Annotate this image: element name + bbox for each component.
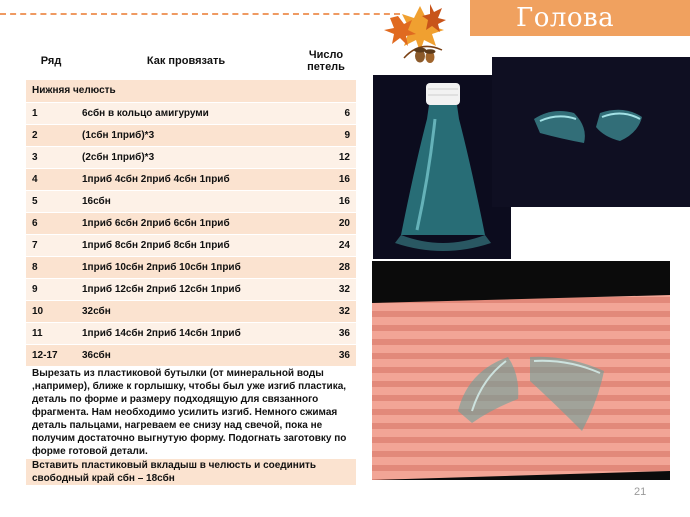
table-row — [26, 278, 356, 300]
table-row — [26, 168, 356, 190]
row-stitch-count: 6 — [296, 102, 356, 124]
final-row — [26, 458, 356, 485]
row-number: 1 — [26, 102, 76, 124]
top-dashed-line — [0, 13, 400, 15]
table-row — [26, 256, 356, 278]
table-row — [26, 234, 356, 256]
table-header-row — [26, 42, 356, 80]
table-row — [26, 344, 356, 366]
row-stitch-count: 28 — [296, 256, 356, 278]
row-stitch-count: 12 — [296, 146, 356, 168]
plastic-bottle-photo — [373, 75, 511, 259]
row-number: 8 — [26, 256, 76, 278]
row-instruction: 6сбн в кольцо амигуруми — [76, 102, 296, 124]
row-number: 6 — [26, 212, 76, 234]
row-stitch-count: 20 — [296, 212, 356, 234]
row-number: 4 — [26, 168, 76, 190]
curved-plastic-inserts-photo — [372, 261, 670, 480]
cutting-instructions: Вырезать из пластиковой бутылки (от минеральной воды ,например), ближе к горлышку, чтобы был уже изгиб пластика, деталь по форме и размеру подходящую для связанного фрагмента. Нам необходимо усилить изгиб. Немного сжимая деталь пальцами, нагреваем ее снизу над свечой, пока не получим достаточно выгнутую форму. Подогнать заготовку по форме готовой детали. — [26, 366, 356, 458]
row-number: 5 — [26, 190, 76, 212]
row-number: 7 — [26, 234, 76, 256]
table-row — [26, 102, 356, 124]
row-instruction: 1приб 4сбн 2приб 4сбн 1приб — [76, 168, 296, 190]
row-stitch-count: 32 — [296, 278, 356, 300]
row-stitch-count: 32 — [296, 300, 356, 322]
row-number: 2 — [26, 124, 76, 146]
header-how-label: Как провязать — [146, 55, 226, 67]
row-stitch-count: 16 — [296, 168, 356, 190]
row-stitch-count: 16 — [296, 190, 356, 212]
note-row — [26, 366, 356, 458]
row-instruction: 16сбн — [76, 190, 296, 212]
section-row — [26, 80, 356, 102]
row-number: 9 — [26, 278, 76, 300]
row-instruction: 1приб 10сбн 2приб 10сбн 1приб — [76, 256, 296, 278]
row-number: 11 — [26, 322, 76, 344]
table-row — [26, 146, 356, 168]
row-instruction: 1приб 6сбн 2приб 6сбн 1приб — [76, 212, 296, 234]
row-instruction: 36сбн — [76, 344, 296, 366]
section-label: Нижняя челюсть — [32, 85, 116, 97]
row-instruction: 1приб 8сбн 2приб 8сбн 1приб — [76, 234, 296, 256]
autumn-leaves-acorn-icon — [380, 0, 460, 66]
table-row — [26, 124, 356, 146]
table-row — [26, 322, 356, 344]
row-number: 3 — [26, 146, 76, 168]
row-stitch-count: 36 — [296, 322, 356, 344]
row-stitch-count: 36 — [296, 344, 356, 366]
page-number: 21 — [634, 486, 647, 498]
slide-title: Голова — [516, 3, 615, 33]
row-stitch-count: 9 — [296, 124, 356, 146]
cut-plastic-pieces-photo — [492, 57, 690, 207]
row-number: 10 — [26, 300, 76, 322]
row-instruction: 32сбн — [76, 300, 296, 322]
row-instruction: (2сбн 1приб)*3 — [76, 146, 296, 168]
row-instruction: (1сбн 1приб)*3 — [76, 124, 296, 146]
table-row — [26, 212, 356, 234]
table-row — [26, 190, 356, 212]
assembly-instruction: Вставить пластиковый вкладыш в челюсть и соединить свободный край сбн – 18сбн — [26, 458, 356, 485]
row-instruction: 1приб 12сбн 2приб 12сбн 1приб — [76, 278, 296, 300]
row-stitch-count: 24 — [296, 234, 356, 256]
header-count-label: Число петель — [307, 49, 345, 73]
row-instruction: 1приб 14сбн 2приб 14сбн 1приб — [76, 322, 296, 344]
table-row — [26, 300, 356, 322]
title-bar — [470, 0, 690, 36]
row-number: 12-17 — [26, 344, 76, 366]
crochet-pattern-table — [26, 42, 356, 485]
header-row-label: Ряд — [40, 55, 62, 67]
